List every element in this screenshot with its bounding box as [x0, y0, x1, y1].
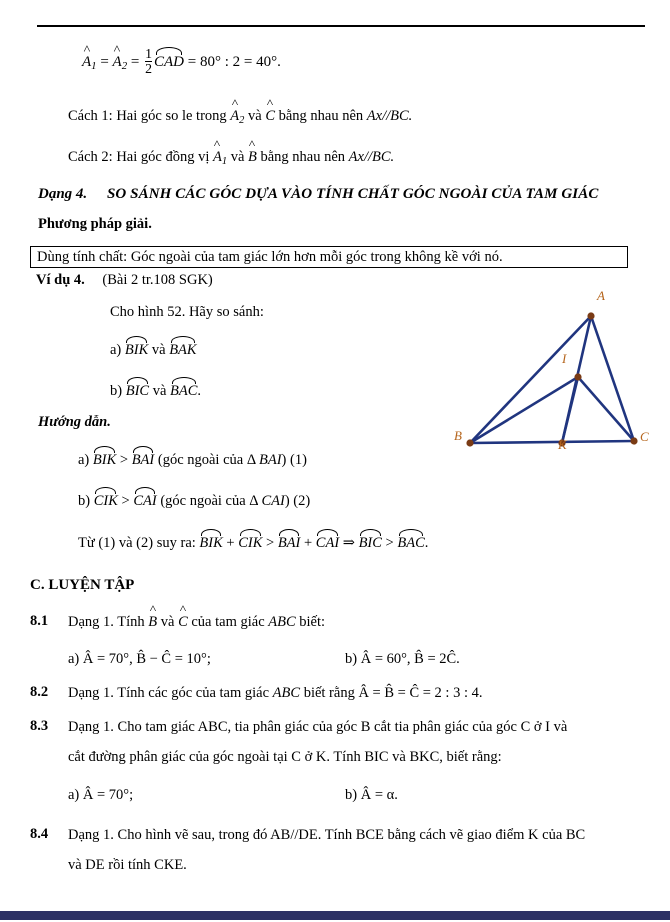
method-tip-text: Dùng tính chất: Góc ngoài của tam giác lớn hơn mỗi góc trong không kề với nó. — [37, 249, 503, 265]
cach1-angle-c: ^ C — [265, 107, 275, 125]
exercise-8-3-line1: Dạng 1. Cho tam giác ABC, tia phân giác của góc B cắt tia phân giác của góc C ở I và — [68, 719, 568, 735]
hd-a-note-open: (góc ngoài của — [157, 452, 244, 468]
exercise-8-2-number: 8.2 — [30, 684, 49, 700]
figure-edge-ac — [591, 316, 634, 441]
angle-bak: BAK — [169, 342, 197, 358]
exercise-8-4-line1: Dạng 1. Cho hình vẽ sau, trong đó AB//DE. Tính BCE bằng cách vẽ giao điểm K của BC — [68, 827, 586, 843]
angle-bic: BIC — [125, 383, 150, 399]
hd-concl-t5: BIC — [358, 535, 382, 551]
huong-dan-heading: Hướng dẫn. — [38, 414, 111, 430]
fraction-one-half — [145, 47, 152, 76]
hd-concl-period: . — [424, 535, 429, 551]
figure-52-triangle-diagram — [440, 290, 660, 470]
exercise-8-1-line1 — [68, 613, 325, 631]
ex81a-text: Â = 70°, B̂ − Ĉ = 10°; — [82, 651, 211, 667]
ex82-expr: Â = B̂ = Ĉ = 2 : 3 : 4. — [358, 685, 483, 701]
figure-vertex-i — [574, 373, 581, 380]
figure-vertex-b — [466, 439, 473, 446]
hd-a-right-angle: BAI — [131, 452, 155, 468]
hd-a-triangle-symbol: Δ — [246, 452, 256, 468]
item-b-marker: b) — [110, 383, 123, 399]
method-tip-box — [30, 246, 628, 268]
angle-cad: CAD — [154, 53, 184, 70]
exercise-8-3-number: 8.3 — [30, 718, 49, 734]
hd-concl-gt1: > — [266, 535, 275, 551]
huong-dan-conclusion — [78, 533, 428, 552]
hd-concl-t3: BAI — [277, 535, 301, 551]
hd-b-marker: b) — [78, 493, 91, 509]
subscript-1: 1 — [91, 59, 97, 72]
hd-b-note-open: (góc ngoài của — [160, 493, 246, 509]
ex82-mid: biết rằng — [303, 685, 355, 701]
dang-4-title: SO SÁNH CÁC GÓC DỰA VÀO TÍNH CHẤT GÓC NGOÀI CỦA TAM GIÁC — [106, 186, 599, 202]
hd-concl-t2: CIK — [238, 535, 263, 551]
figure-label-a: A — [597, 290, 605, 303]
hd-b-left-angle: CIK — [93, 493, 118, 509]
bottom-color-band — [0, 911, 670, 920]
subscript-2: 2 — [121, 59, 128, 72]
ex81-angle-c: ^ C — [178, 613, 188, 631]
cach1-angle-a: ^ A — [230, 107, 239, 125]
hd-a-ref: (1) — [290, 452, 307, 468]
figure-label-b: B — [454, 428, 462, 443]
fraction-numerator: 1 — [145, 46, 152, 61]
figure-vertex-a — [587, 312, 594, 319]
angle-a1: ^ A — [82, 53, 91, 72]
cach2-angle-sub: 1 — [221, 155, 228, 167]
vi-du-4-label: Ví dụ 4. — [36, 272, 85, 288]
vi-du-4-source: (Bài 2 tr.108 SGK) — [102, 272, 213, 288]
exercise-8-2-line1 — [68, 684, 482, 702]
ex81-tail: biết: — [299, 614, 326, 630]
hd-b-ref: (2) — [293, 493, 311, 509]
item-a-marker: a) — [110, 342, 122, 358]
ex81b-marker: b) — [345, 651, 358, 667]
phuong-phap-giai-heading: Phương pháp giải. — [38, 216, 152, 232]
exercise-8-3-sub-b — [345, 786, 398, 804]
ex82-abc: ABC — [272, 685, 301, 701]
hd-concl-t1: BIK — [199, 535, 223, 551]
hd-concl-gt2: > — [385, 535, 394, 551]
ex81a-marker: a) — [68, 651, 80, 667]
figure-edge-ik — [562, 377, 578, 443]
item-a-va: và — [151, 342, 166, 358]
dang-4-label: Dạng 4. — [38, 186, 88, 202]
hd-b-note-close: ) — [284, 493, 290, 509]
cach1-middle: bằng nhau nên — [278, 108, 364, 124]
angle-bac: BAC — [170, 383, 198, 399]
hd-concl-t6: BAC — [397, 535, 425, 551]
figure-label-k: K — [558, 437, 567, 452]
ex83b-marker: b) — [345, 787, 358, 803]
top-rule-divider — [37, 25, 645, 27]
figure-edge-ic — [578, 377, 634, 441]
figure-edge-bc — [470, 441, 634, 443]
hd-a-note-close: ) — [281, 452, 287, 468]
cach1-prefix: Cách 1: Hai góc so le trong — [68, 108, 227, 124]
cach2-middle: bằng nhau nên — [260, 149, 346, 165]
cach2-conclusion: Ax//BC. — [348, 149, 395, 165]
exercise-8-1-sub-b — [345, 650, 460, 668]
hd-b-right-angle: CAI — [133, 493, 157, 509]
angle-a2: ^ A — [113, 53, 122, 72]
hd-b-triangle-name: CAI — [261, 493, 285, 509]
ex83a-marker: a) — [68, 787, 80, 803]
cach1-conclusion: Ax//BC. — [366, 108, 413, 124]
dang-4-heading — [38, 186, 598, 203]
exercise-8-4-number: 8.4 — [30, 826, 49, 842]
ex81-angle-b: ^ B — [148, 613, 157, 631]
ex83b-text: Â = α. — [360, 787, 398, 803]
vi-du-4-line — [36, 272, 213, 289]
vi-du-4-prompt: Cho hình 52. Hãy so sánh: — [110, 304, 264, 320]
exercise-8-3-sub-a — [68, 786, 133, 804]
hd-a-relation: > — [119, 452, 129, 468]
cach2-va: và — [230, 149, 245, 165]
figure-vertex-c — [630, 437, 637, 444]
ex81-va: và — [160, 614, 175, 630]
item-b-tail: . — [197, 383, 202, 399]
hd-concl-prefix: Từ (1) và (2) suy ra: — [78, 535, 196, 551]
cach1-angle-sub: 2 — [239, 114, 245, 126]
hd-b-triangle-symbol: Δ — [249, 493, 258, 509]
cach2-prefix: Cách 2: Hai góc đồng vị — [68, 149, 210, 165]
ex82-prefix: Dạng 1. Tính các góc của tam giác — [68, 685, 270, 701]
hd-concl-plus2: + — [303, 535, 313, 551]
hd-a-marker: a) — [78, 452, 90, 468]
vi-du-4-item-b — [110, 381, 201, 400]
ex81-prefix: Dạng 1. Tính — [68, 614, 145, 630]
exercise-8-1-number: 8.1 — [30, 613, 49, 629]
equals-2: = — [130, 53, 140, 70]
equals-1: = — [100, 53, 109, 70]
figure-label-i: I — [562, 351, 567, 366]
figure-52-svg — [440, 290, 660, 470]
ex81-mid: của tam giác — [191, 614, 265, 630]
ex81b-text: Â = 60°, B̂ = 2Ĉ. — [360, 651, 460, 667]
cach2-angle-a: ^ A — [213, 148, 222, 166]
cach-1-line — [68, 107, 412, 127]
ex81-abc: ABC — [268, 614, 296, 630]
hd-concl-t4: CAI — [315, 535, 340, 551]
exercise-8-1-sub-a — [68, 650, 211, 668]
huong-dan-line-a — [78, 450, 307, 469]
vi-du-4-item-a — [110, 340, 197, 359]
figure-edges — [470, 316, 634, 443]
fraction-denominator: 2 — [145, 61, 152, 77]
equation-a1-a2 — [82, 47, 281, 76]
item-b-va: và — [152, 383, 167, 399]
ex83a-text: Â = 70°; — [82, 787, 134, 803]
equation-tail: = 80° : 2 = 40°. — [187, 53, 281, 70]
angle-bik: BIK — [124, 342, 149, 358]
cach1-va: và — [248, 108, 262, 124]
cach2-angle-b: ^ B — [248, 148, 257, 166]
exercise-8-3-line2: cắt đường phân giác của góc ngoài tại C ở K. Tính BIC và BKC, biết rằng: — [68, 749, 502, 765]
hd-a-left-angle: BIK — [92, 452, 117, 468]
hd-a-triangle-name: BAI — [259, 452, 282, 468]
figure-label-c: C — [640, 429, 649, 444]
hd-b-relation: > — [121, 493, 130, 509]
hd-concl-implies: ⇒ — [342, 535, 355, 551]
section-c-heading: C. LUYỆN TẬP — [30, 577, 135, 593]
cach-2-line — [68, 148, 394, 168]
exercise-8-4-line2: và DE rồi tính CKE. — [68, 857, 187, 873]
huong-dan-line-b — [78, 491, 310, 510]
hd-concl-plus1: + — [226, 535, 235, 551]
